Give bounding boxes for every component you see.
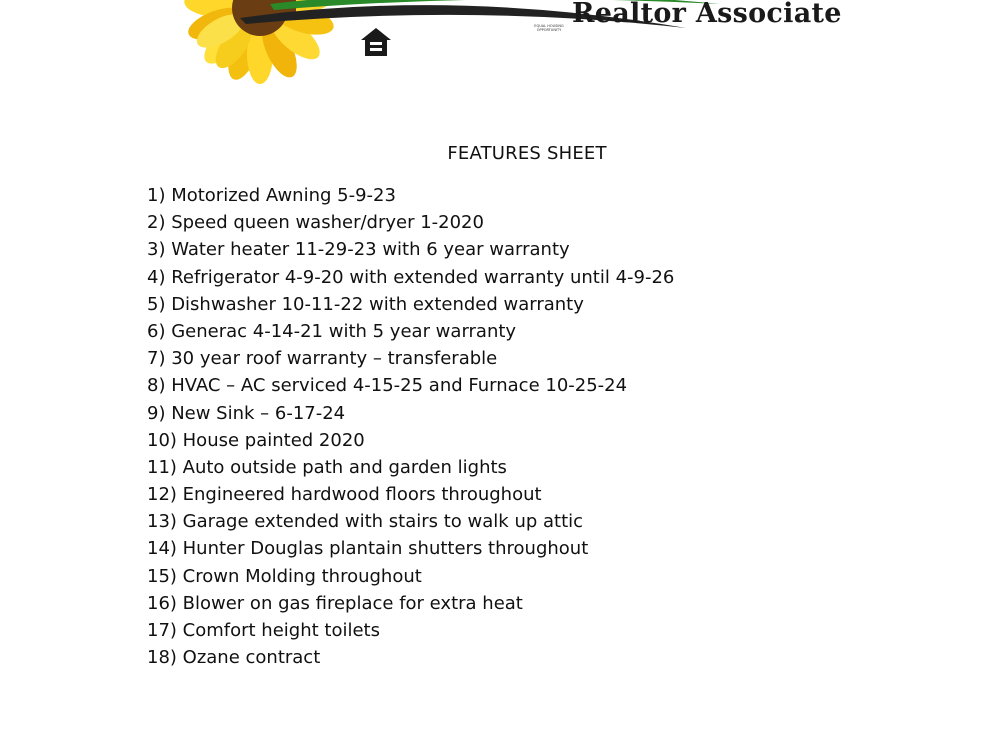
list-item: 18) Ozane contract	[147, 647, 321, 669]
list-item: 15) Crown Molding throughout	[147, 565, 422, 587]
realtor-logo	[170, 0, 842, 90]
list-item: 12) Engineered hardwood floors throughout	[147, 484, 542, 506]
list-item: 4) Refrigerator 4-9-20 with extended warranty until 4-9-26	[147, 266, 675, 288]
list-item: 14) Hunter Douglas plantain shutters throughout	[147, 538, 589, 560]
list-item: 11) Auto outside path and garden lights	[147, 456, 507, 478]
list-item: 16) Blower on gas fireplace for extra heat	[147, 592, 523, 614]
list-item: 2) Speed queen washer/dryer 1-2020	[147, 212, 484, 234]
list-item: 7) 30 year roof warranty – transferable	[147, 348, 498, 370]
list-item: 6) Generac 4-14-21 with 5 year warranty	[147, 320, 517, 342]
logo-subtitle: Realtor Associate	[572, 0, 842, 29]
list-item: 5) Dishwasher 10-11-22 with extended warranty	[147, 293, 584, 315]
list-item: 8) HVAC – AC serviced 4-15-25 and Furnace 10-25-24	[147, 375, 628, 397]
list-item: 10) House painted 2020	[147, 429, 365, 451]
list-item: 1) Motorized Awning 5-9-23	[147, 185, 396, 206]
equal-housing-caption: EQUAL HOUSING OPPORTUNITY	[534, 24, 564, 32]
document-title: FEATURES SHEET	[447, 143, 607, 164]
list-item: 9) New Sink – 6-17-24	[147, 402, 346, 424]
list-item: 17) Comfort height toilets	[147, 620, 380, 641]
features-list	[147, 182, 674, 671]
list-item: 13) Garage extended with stairs to walk up attic	[147, 511, 584, 533]
list-item: 3) Water heater 11-29-23 with 6 year warranty	[147, 239, 570, 261]
